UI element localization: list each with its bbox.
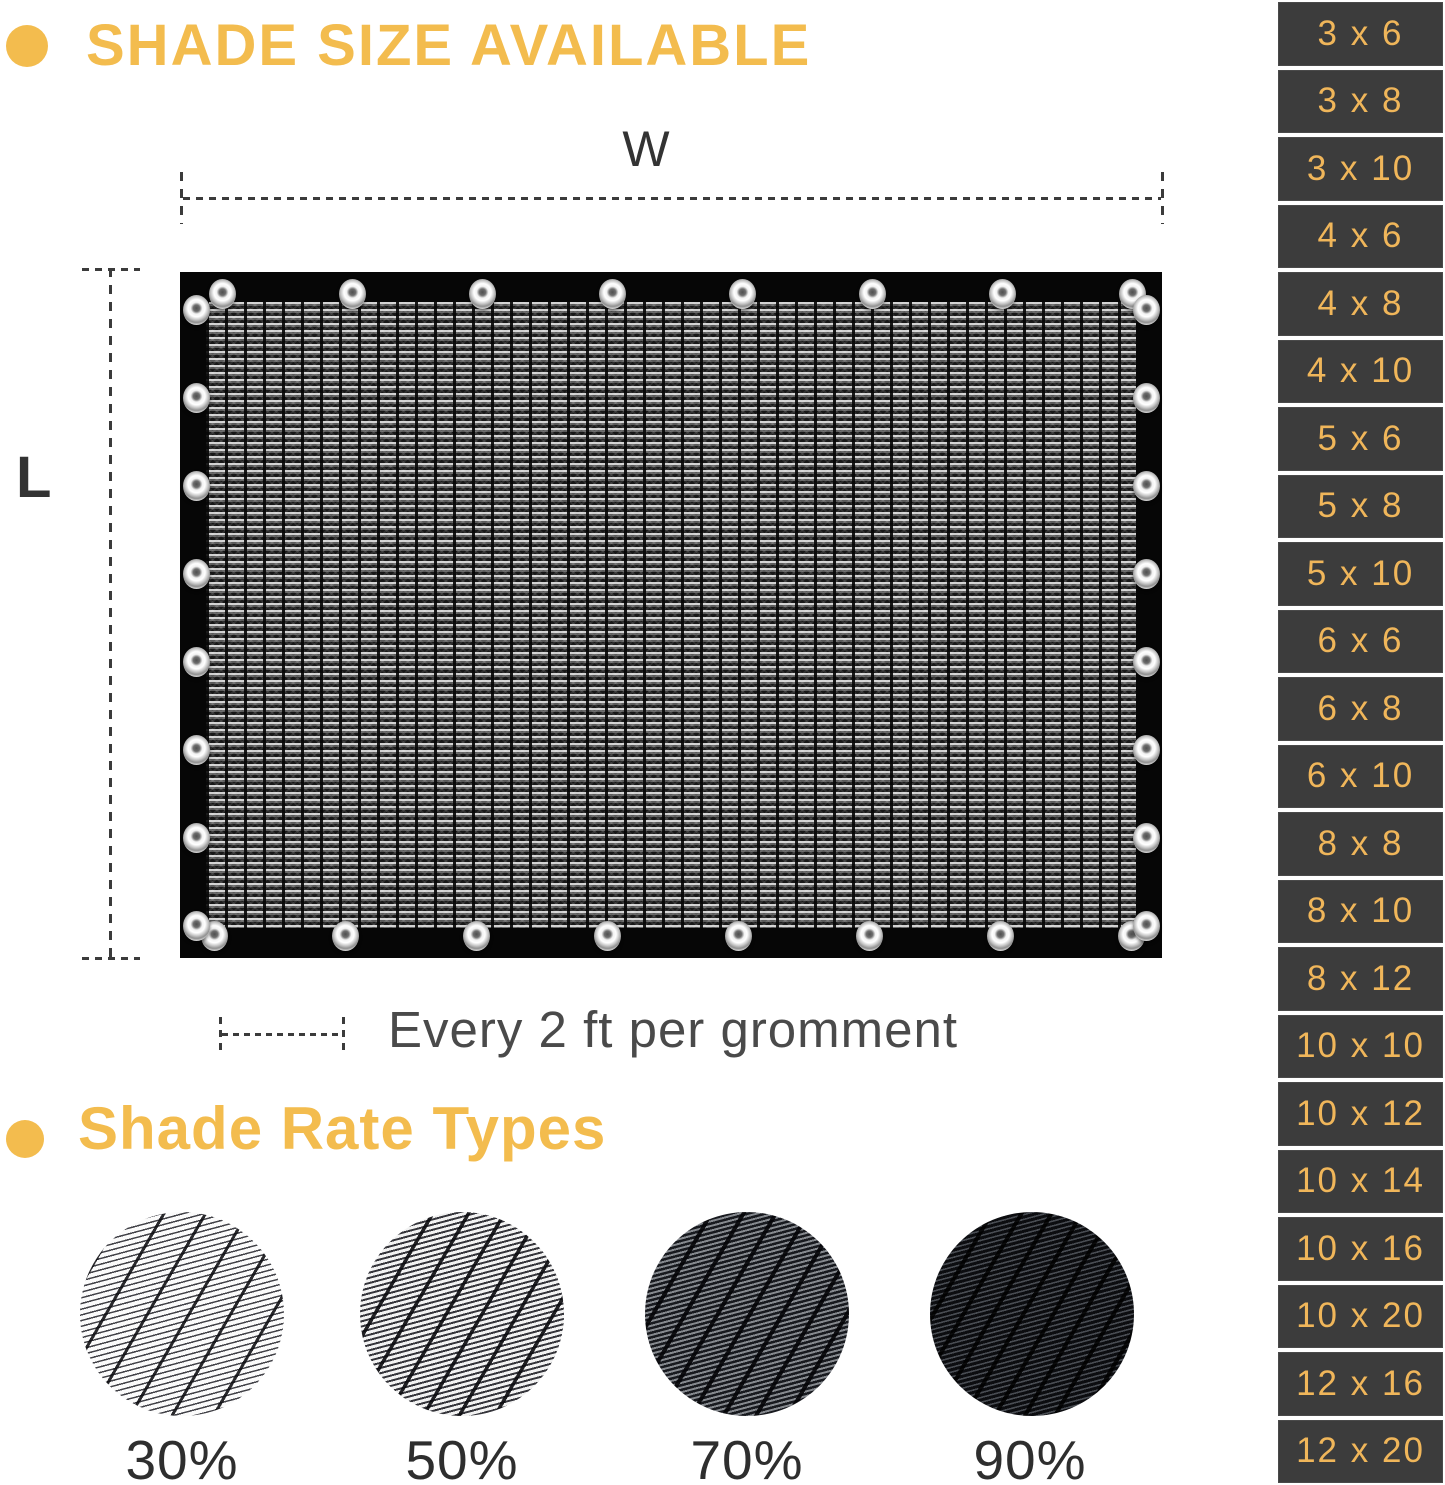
grommet-icon bbox=[1133, 471, 1160, 501]
size-option: 6 x 6 bbox=[1278, 610, 1443, 674]
grommet-icon bbox=[183, 823, 210, 853]
shade-rate-title: Shade Rate Types bbox=[78, 1095, 607, 1162]
size-option: 10 x 10 bbox=[1278, 1015, 1443, 1079]
grommet-icon bbox=[183, 295, 210, 325]
size-option: 4 x 8 bbox=[1278, 272, 1443, 336]
size-option: 3 x 10 bbox=[1278, 137, 1443, 201]
size-option: 10 x 16 bbox=[1278, 1217, 1443, 1281]
grommet-icon bbox=[729, 279, 756, 309]
bullet-icon bbox=[6, 25, 48, 67]
grommet-icon bbox=[463, 921, 490, 951]
dashed-line bbox=[109, 268, 112, 960]
bullet-icon bbox=[6, 1120, 44, 1158]
size-option: 10 x 12 bbox=[1278, 1082, 1443, 1146]
grommet-icon bbox=[725, 921, 752, 951]
grommet-icon bbox=[856, 921, 883, 951]
grommet-icon bbox=[594, 921, 621, 951]
size-option: 4 x 6 bbox=[1278, 205, 1443, 269]
shade-rate-label: 50% bbox=[405, 1429, 519, 1485]
width-label: W bbox=[622, 121, 670, 177]
grommet-icon bbox=[1133, 383, 1160, 413]
dimension-tick bbox=[82, 957, 140, 960]
grommet-icon bbox=[183, 911, 210, 941]
shade-rate-label: 90% bbox=[973, 1429, 1087, 1485]
dimension-tick bbox=[342, 1017, 345, 1053]
size-option: 12 x 16 bbox=[1278, 1352, 1443, 1416]
shade-rate-sample-50 bbox=[360, 1212, 564, 1416]
shade-rate-label: 30% bbox=[125, 1429, 239, 1485]
dashed-line bbox=[222, 1033, 342, 1036]
grommet-icon bbox=[599, 279, 626, 309]
grommet-icon bbox=[469, 279, 496, 309]
grommet-icon bbox=[183, 471, 210, 501]
size-option: 8 x 10 bbox=[1278, 880, 1443, 944]
grommet-icon bbox=[1133, 735, 1160, 765]
grommet-icon bbox=[989, 279, 1016, 309]
size-option: 10 x 20 bbox=[1278, 1285, 1443, 1349]
shade-rate-sample-70 bbox=[645, 1212, 849, 1416]
grommet-icon bbox=[859, 279, 886, 309]
size-option: 12 x 20 bbox=[1278, 1420, 1443, 1484]
size-option: 3 x 6 bbox=[1278, 2, 1443, 66]
size-option: 3 x 8 bbox=[1278, 70, 1443, 134]
length-dimension-line bbox=[82, 268, 140, 960]
grommet-icon bbox=[183, 559, 210, 589]
shade-rate-sample-90 bbox=[930, 1212, 1134, 1416]
size-option: 6 x 8 bbox=[1278, 677, 1443, 741]
size-option: 8 x 12 bbox=[1278, 947, 1443, 1011]
grommet-icon bbox=[1133, 823, 1160, 853]
grommet-icon bbox=[183, 383, 210, 413]
size-option: 6 x 10 bbox=[1278, 745, 1443, 809]
size-option: 4 x 10 bbox=[1278, 340, 1443, 404]
grommet-icon bbox=[1133, 295, 1160, 325]
shade-rate-label: 70% bbox=[690, 1429, 804, 1485]
size-list bbox=[1278, 2, 1443, 1483]
grommet-icon bbox=[1133, 911, 1160, 941]
shade-net-mesh bbox=[206, 302, 1136, 928]
grommet-icon bbox=[183, 647, 210, 677]
shade-rate-sample-30 bbox=[80, 1212, 284, 1416]
grommet-spacing-dimension bbox=[219, 1017, 345, 1053]
size-option: 5 x 10 bbox=[1278, 542, 1443, 606]
grommet-icon bbox=[183, 735, 210, 765]
shade-net-diagram bbox=[180, 272, 1162, 958]
grommet-icon bbox=[339, 279, 366, 309]
grommet-spacing-note: Every 2 ft per gromment bbox=[388, 1001, 959, 1058]
grommet-icon bbox=[987, 921, 1014, 951]
grommet-icon bbox=[209, 279, 236, 309]
size-option: 8 x 8 bbox=[1278, 812, 1443, 876]
grommet-icon bbox=[1133, 647, 1160, 677]
grommet-icon bbox=[332, 921, 359, 951]
length-label: L bbox=[16, 445, 52, 510]
page-title: SHADE SIZE AVAILABLE bbox=[86, 13, 812, 78]
size-option: 5 x 6 bbox=[1278, 407, 1443, 471]
size-option: 5 x 8 bbox=[1278, 475, 1443, 539]
size-option: 10 x 14 bbox=[1278, 1150, 1443, 1214]
width-dimension-line bbox=[180, 172, 1164, 224]
dashed-line bbox=[183, 197, 1161, 200]
dimension-tick bbox=[1161, 172, 1164, 224]
grommet-icon bbox=[1133, 559, 1160, 589]
